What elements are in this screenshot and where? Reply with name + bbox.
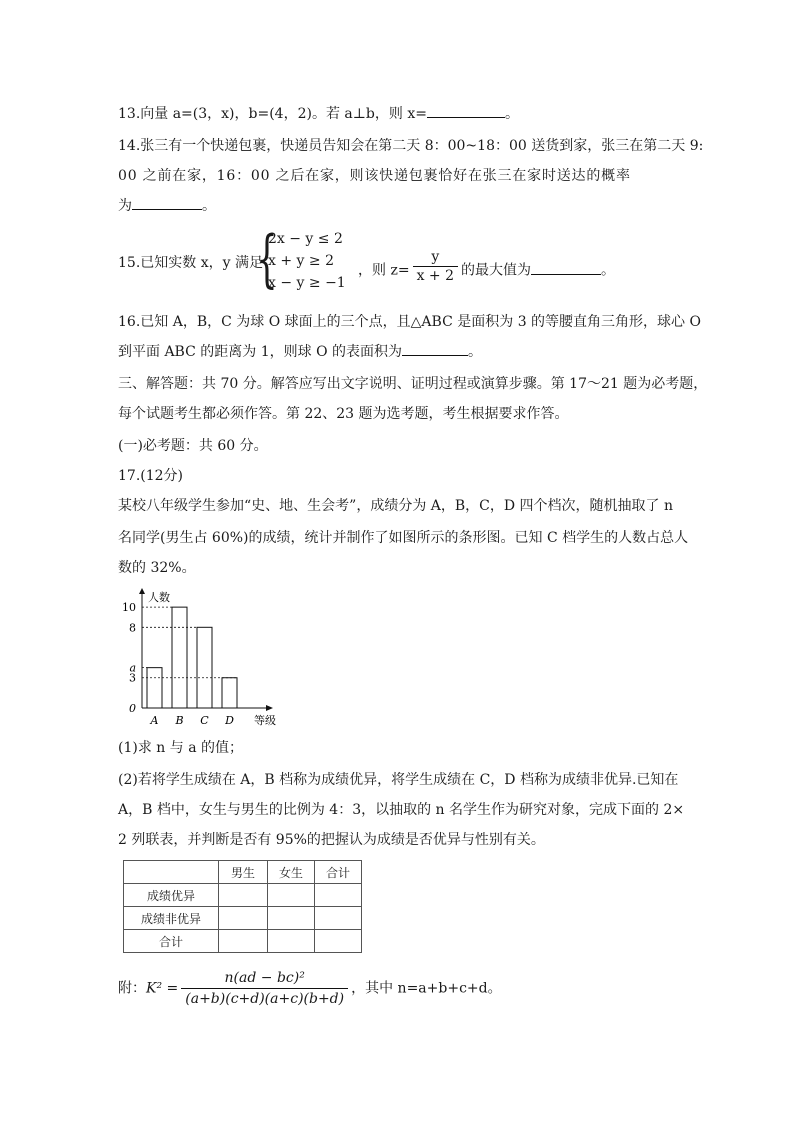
x-axis-arrow <box>266 705 273 711</box>
section3-line2: 每个试题考生都必须作答。第 22、23 题为选考题，考生根据要求作答。 <box>118 406 569 422</box>
answer-blank <box>427 117 505 118</box>
q14-line3 <box>118 196 216 216</box>
inequality-3: x − y ≥ −1 <box>268 275 346 291</box>
q13-end: 。 <box>504 106 519 122</box>
bar-C <box>197 627 212 708</box>
bar-B <box>172 607 187 708</box>
q17-p2: 名同学(男生占 60%)的成绩，统计并制作了如图所示的条形图。已知 C 档学生的人数占总人 <box>118 530 689 546</box>
inequality-2: x + y ≥ 2 <box>268 253 334 269</box>
x-axis-label: 等级 <box>254 714 276 727</box>
question-13 <box>118 104 519 124</box>
table-cell <box>219 907 268 930</box>
table-cell <box>268 907 315 930</box>
table-cell <box>124 861 219 884</box>
fraction-denominator: x + 2 <box>416 268 454 284</box>
x-tick-label: A <box>150 714 159 727</box>
table-row <box>124 907 362 930</box>
inequality-1: 2x − y ≤ 2 <box>268 231 343 247</box>
q14-line3-pre: 为 <box>118 198 132 214</box>
q17-p3: 数的 32%。 <box>118 560 196 576</box>
formula-suffix: ，其中 n=a+b+c+d。 <box>351 980 502 997</box>
bar-chart <box>118 586 288 732</box>
table-cell <box>219 884 268 907</box>
formula-prefix: 附： <box>118 980 146 997</box>
table-row <box>124 884 362 907</box>
y-tick-label: 10 <box>122 601 136 615</box>
x-tick-label: C <box>200 714 209 727</box>
table-row <box>124 930 362 953</box>
q17-sub1: (1)求 n 与 a 的值； <box>118 740 243 756</box>
formula-denominator: (a+b)(c+d)(a+c)(b+d) <box>185 991 345 1007</box>
q16-line2 <box>118 342 482 362</box>
table-row-label: 成绩非优异 <box>124 907 219 930</box>
answer-blank <box>531 274 601 275</box>
q14-line2: 00 之前在家，16：00 之后在家，则该快递包裹恰好在张三在家时送达的概率 <box>118 168 631 184</box>
inequality-system <box>268 228 346 294</box>
q17-sub2-line2: A，B 档中，女生与男生的比例为 4：3，以抽取的 n 名学生作为研究对象，完成下面的 2× <box>118 802 685 818</box>
y-axis-label: 人数 <box>148 591 170 604</box>
bar-D <box>222 678 237 708</box>
x-tick-label: D <box>225 714 234 727</box>
table-cell <box>315 907 362 930</box>
q16-line1: 16.已知 A，B，C 为球 O 球面上的三个点，且△ABC 是面积为 3 的等腰直角三角形，球心 O <box>118 314 701 330</box>
table-row-label: 成绩优异 <box>124 884 219 907</box>
table-cell <box>268 884 315 907</box>
x-tick-label: B <box>175 714 184 727</box>
table-cell <box>315 930 362 953</box>
q17-sub2-line3: 2 列联表，并判断是否有 95%的把握认为成绩是否优异与性别有关。 <box>118 832 545 848</box>
y-tick-label: 8 <box>129 621 136 635</box>
section3-line3: (一)必考题：共 60 分。 <box>118 438 268 454</box>
system-brace: { <box>256 222 278 295</box>
q15-prefix: 15.已知实数 x，y 满足 <box>118 255 263 271</box>
q17-header: 17.(12分) <box>118 468 184 484</box>
table-header-total: 合计 <box>315 861 362 884</box>
answer-blank <box>402 355 468 356</box>
formula-lhs: K² = <box>146 980 179 997</box>
table-cell <box>268 930 315 953</box>
formula-numerator: n(ad − bc)² <box>181 968 348 989</box>
formula-fraction <box>181 968 348 1009</box>
table-header-row <box>124 861 362 884</box>
table-cell <box>219 930 268 953</box>
y-axis-arrow <box>139 588 145 594</box>
chi-square-formula <box>118 968 502 1009</box>
q14-line3-end: 。 <box>202 198 216 214</box>
q13-text: 13.向量 a=(3，x)，b=(4，2)。若 a⊥b，则 x= <box>118 106 427 122</box>
table-cell <box>315 884 362 907</box>
y-tick-label: 0 <box>129 702 136 715</box>
table-header-female: 女生 <box>268 861 315 884</box>
objective-fraction <box>413 248 458 285</box>
y-tick-label: a <box>129 661 136 675</box>
q15-mid: ，则 z= <box>358 262 410 279</box>
answer-blank <box>132 209 202 210</box>
y-tick-label: 3 <box>129 671 136 685</box>
q16-line2-text: 到平面 ABC 的距离为 1，则球 O 的表面积为 <box>118 344 403 360</box>
section3-line1: 三、解答题：共 70 分。解答应写出文字说明、证明过程或演算步骤。第 17～21 题为必考题， <box>118 376 708 392</box>
table-row-label: 合计 <box>124 930 219 953</box>
q15-suffix: 的最大值为 <box>461 262 531 279</box>
q17-p1: 某校八年级学生参加“史、地、生会考”，成绩分为 A，B，C，D 四个档次，随机抽取了 n <box>118 498 674 514</box>
q15-objective <box>358 249 615 289</box>
q15-end: 。 <box>601 262 615 279</box>
q16-end: 。 <box>468 344 483 360</box>
contingency-table <box>123 860 362 953</box>
q17-sub2-line1: (2)若将学生成绩在 A，B 档称为成绩优异，将学生成绩在 C，D 档称为成绩非优异.已知在 <box>118 772 679 788</box>
fraction-numerator: y <box>413 248 458 267</box>
table-header-male: 男生 <box>219 861 268 884</box>
q14-line1: 14.张三有一个快递包裹，快递员告知会在第二天 8：00~18：00 送货到家，张三在第二天 9: <box>118 138 704 154</box>
bar-A <box>147 668 162 708</box>
